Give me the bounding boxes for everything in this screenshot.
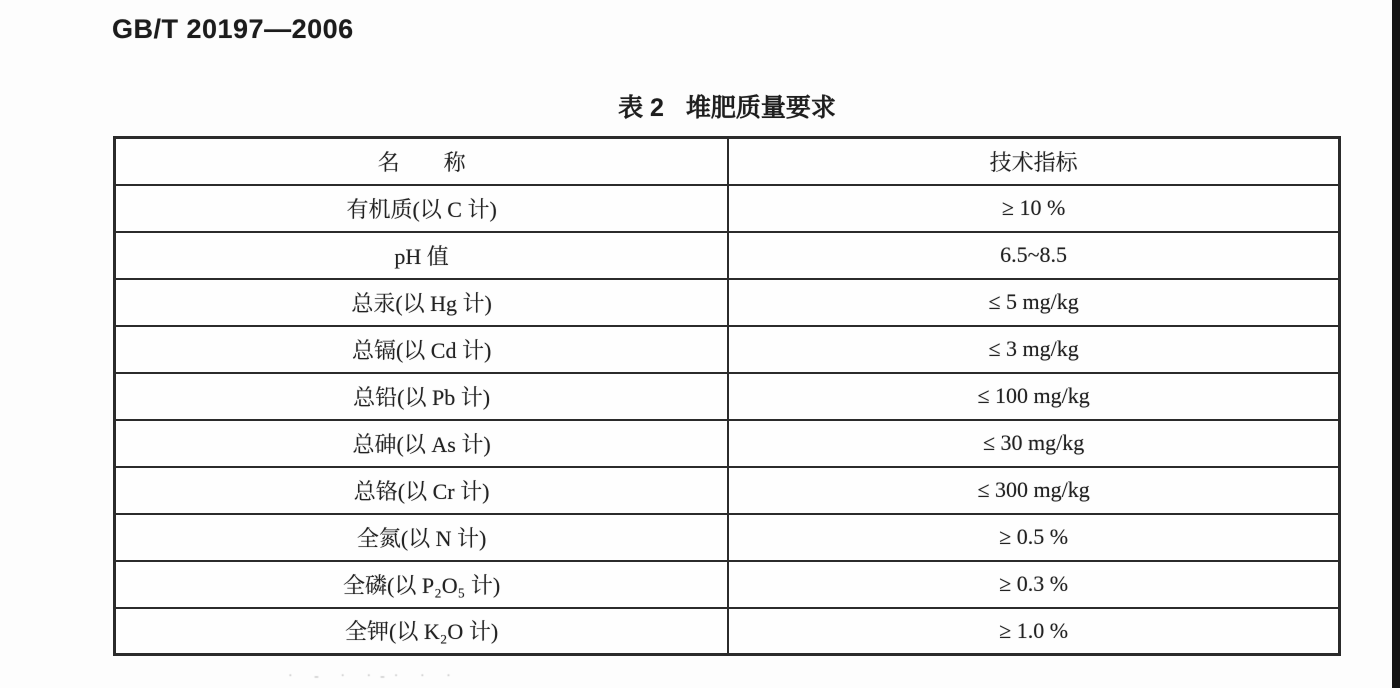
- standard-number-heading: GB/T 20197—2006: [112, 14, 354, 44]
- cell-parameter-name: 有机质(以 C 计): [115, 185, 729, 232]
- table-row: [115, 608, 1340, 655]
- cell-tech-indicator: ≤ 3 mg/kg: [728, 326, 1339, 373]
- cell-tech-indicator: ≥ 1.0 %: [728, 608, 1339, 655]
- cell-tech-indicator: ≥ 0.5 %: [728, 514, 1339, 561]
- cell-parameter-name: 全钾(以 K₂O 计): [115, 608, 729, 655]
- cell-tech-indicator: ≤ 100 mg/kg: [728, 373, 1339, 420]
- table-row: [115, 514, 1340, 561]
- table-row: [115, 373, 1340, 420]
- table-caption: [113, 88, 1341, 124]
- table-row: [115, 420, 1340, 467]
- table-caption-prefix: 表 2: [618, 94, 664, 122]
- cell-tech-indicator: ≥ 10 %: [728, 185, 1339, 232]
- scan-edge-strip: [1392, 0, 1400, 688]
- cell-tech-indicator: ≤ 5 mg/kg: [728, 279, 1339, 326]
- compost-quality-table: [113, 136, 1341, 656]
- cell-parameter-name: 总铬(以 Cr 计): [115, 467, 729, 514]
- cell-parameter-name: 总镉(以 Cd 计): [115, 326, 729, 373]
- cell-parameter-name: pH 值: [115, 232, 729, 279]
- table-header-row: [115, 138, 1340, 185]
- cell-parameter-name: 总砷(以 As 计): [115, 420, 729, 467]
- table-row: [115, 232, 1340, 279]
- cell-tech-indicator: ≤ 30 mg/kg: [728, 420, 1339, 467]
- header-cell-name: 名 称: [115, 138, 729, 185]
- cell-parameter-name: 全氮(以 N 计): [115, 514, 729, 561]
- table-caption-title: 堆肥质量要求: [685, 94, 836, 122]
- cell-parameter-name: 全磷(以 P₂O₅ 计): [115, 561, 729, 608]
- table-row: [115, 326, 1340, 373]
- cell-parameter-name: 总铅(以 Pb 计): [115, 373, 729, 420]
- cell-tech-indicator: ≤ 300 mg/kg: [728, 467, 1339, 514]
- cell-tech-indicator: ≥ 0.3 %: [728, 561, 1339, 608]
- cell-tech-indicator: 6.5~8.5: [728, 232, 1339, 279]
- scan-noise-artifact: · - · ·-· · ·: [288, 669, 460, 684]
- header-cell-value: 技术指标: [728, 138, 1339, 185]
- table-row: [115, 279, 1340, 326]
- cell-parameter-name: 总汞(以 Hg 计): [115, 279, 729, 326]
- table-row: [115, 185, 1340, 232]
- table-row: [115, 467, 1340, 514]
- table-row: [115, 561, 1340, 608]
